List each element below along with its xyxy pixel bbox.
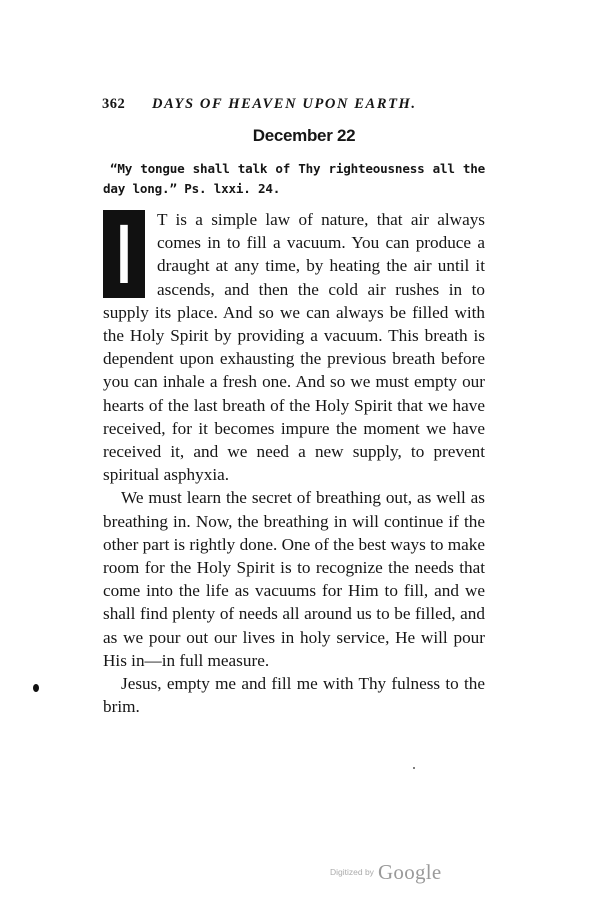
epigraph-reference: Ps. lxxi. 24. <box>184 181 281 196</box>
margin-ink-dot <box>33 684 39 692</box>
paragraph-2: We must learn the secret of breathing out, as well as breathing in. Now, the breathing in will continue if the other part is rightly done. One of the best ways to make room for the Holy Spirit is to recognize the needs that come into the life as vacuums for Him to fill, and we shall find plenty of needs all around us to be filled, and as we pour out our lives in holy service, He will pour His in—in full measure. <box>103 488 485 670</box>
running-head-title: DAYS OF HEAVEN UPON EARTH. <box>152 96 417 112</box>
body-text <box>103 208 485 718</box>
epigraph-quote: “My tongue shall talk of Thy righteousness all the day long.” <box>103 161 485 196</box>
drop-cap <box>103 207 148 301</box>
page-content <box>103 96 485 718</box>
closing-prayer: Jesus, empty me and fill me with Thy fulness to the brim. <box>103 674 485 717</box>
epigraph <box>103 159 485 199</box>
running-head <box>103 96 485 118</box>
watermark-prefix: Digitized by <box>330 867 374 877</box>
drop-cap-letter: I <box>116 207 132 301</box>
watermark-brand: Google <box>377 860 442 884</box>
date-heading: December 22 <box>252 126 356 145</box>
paragraph-1-text: T is a simple law of nature, that air always comes in to fill a vacuum. You can produce a draught at any time, by heating the air until it ascends, and then the cold air rushes in to supply its place. And so we can always be filled with the Holy Spirit by providing a vacuum. This breath is dependent upon exhausting the previous breath before you can inhale a fresh one. And so we must empty our hearts of the last breath of the Holy Spirit that we have received, for it becomes impure the moment we have received it, and we need a new supply, to prevent spiritual asphyxia. <box>103 210 485 485</box>
page-number: 362 <box>102 96 126 112</box>
stray-ink-speck <box>413 767 415 769</box>
paragraph-1 <box>103 208 485 486</box>
digitization-watermark <box>330 860 442 885</box>
